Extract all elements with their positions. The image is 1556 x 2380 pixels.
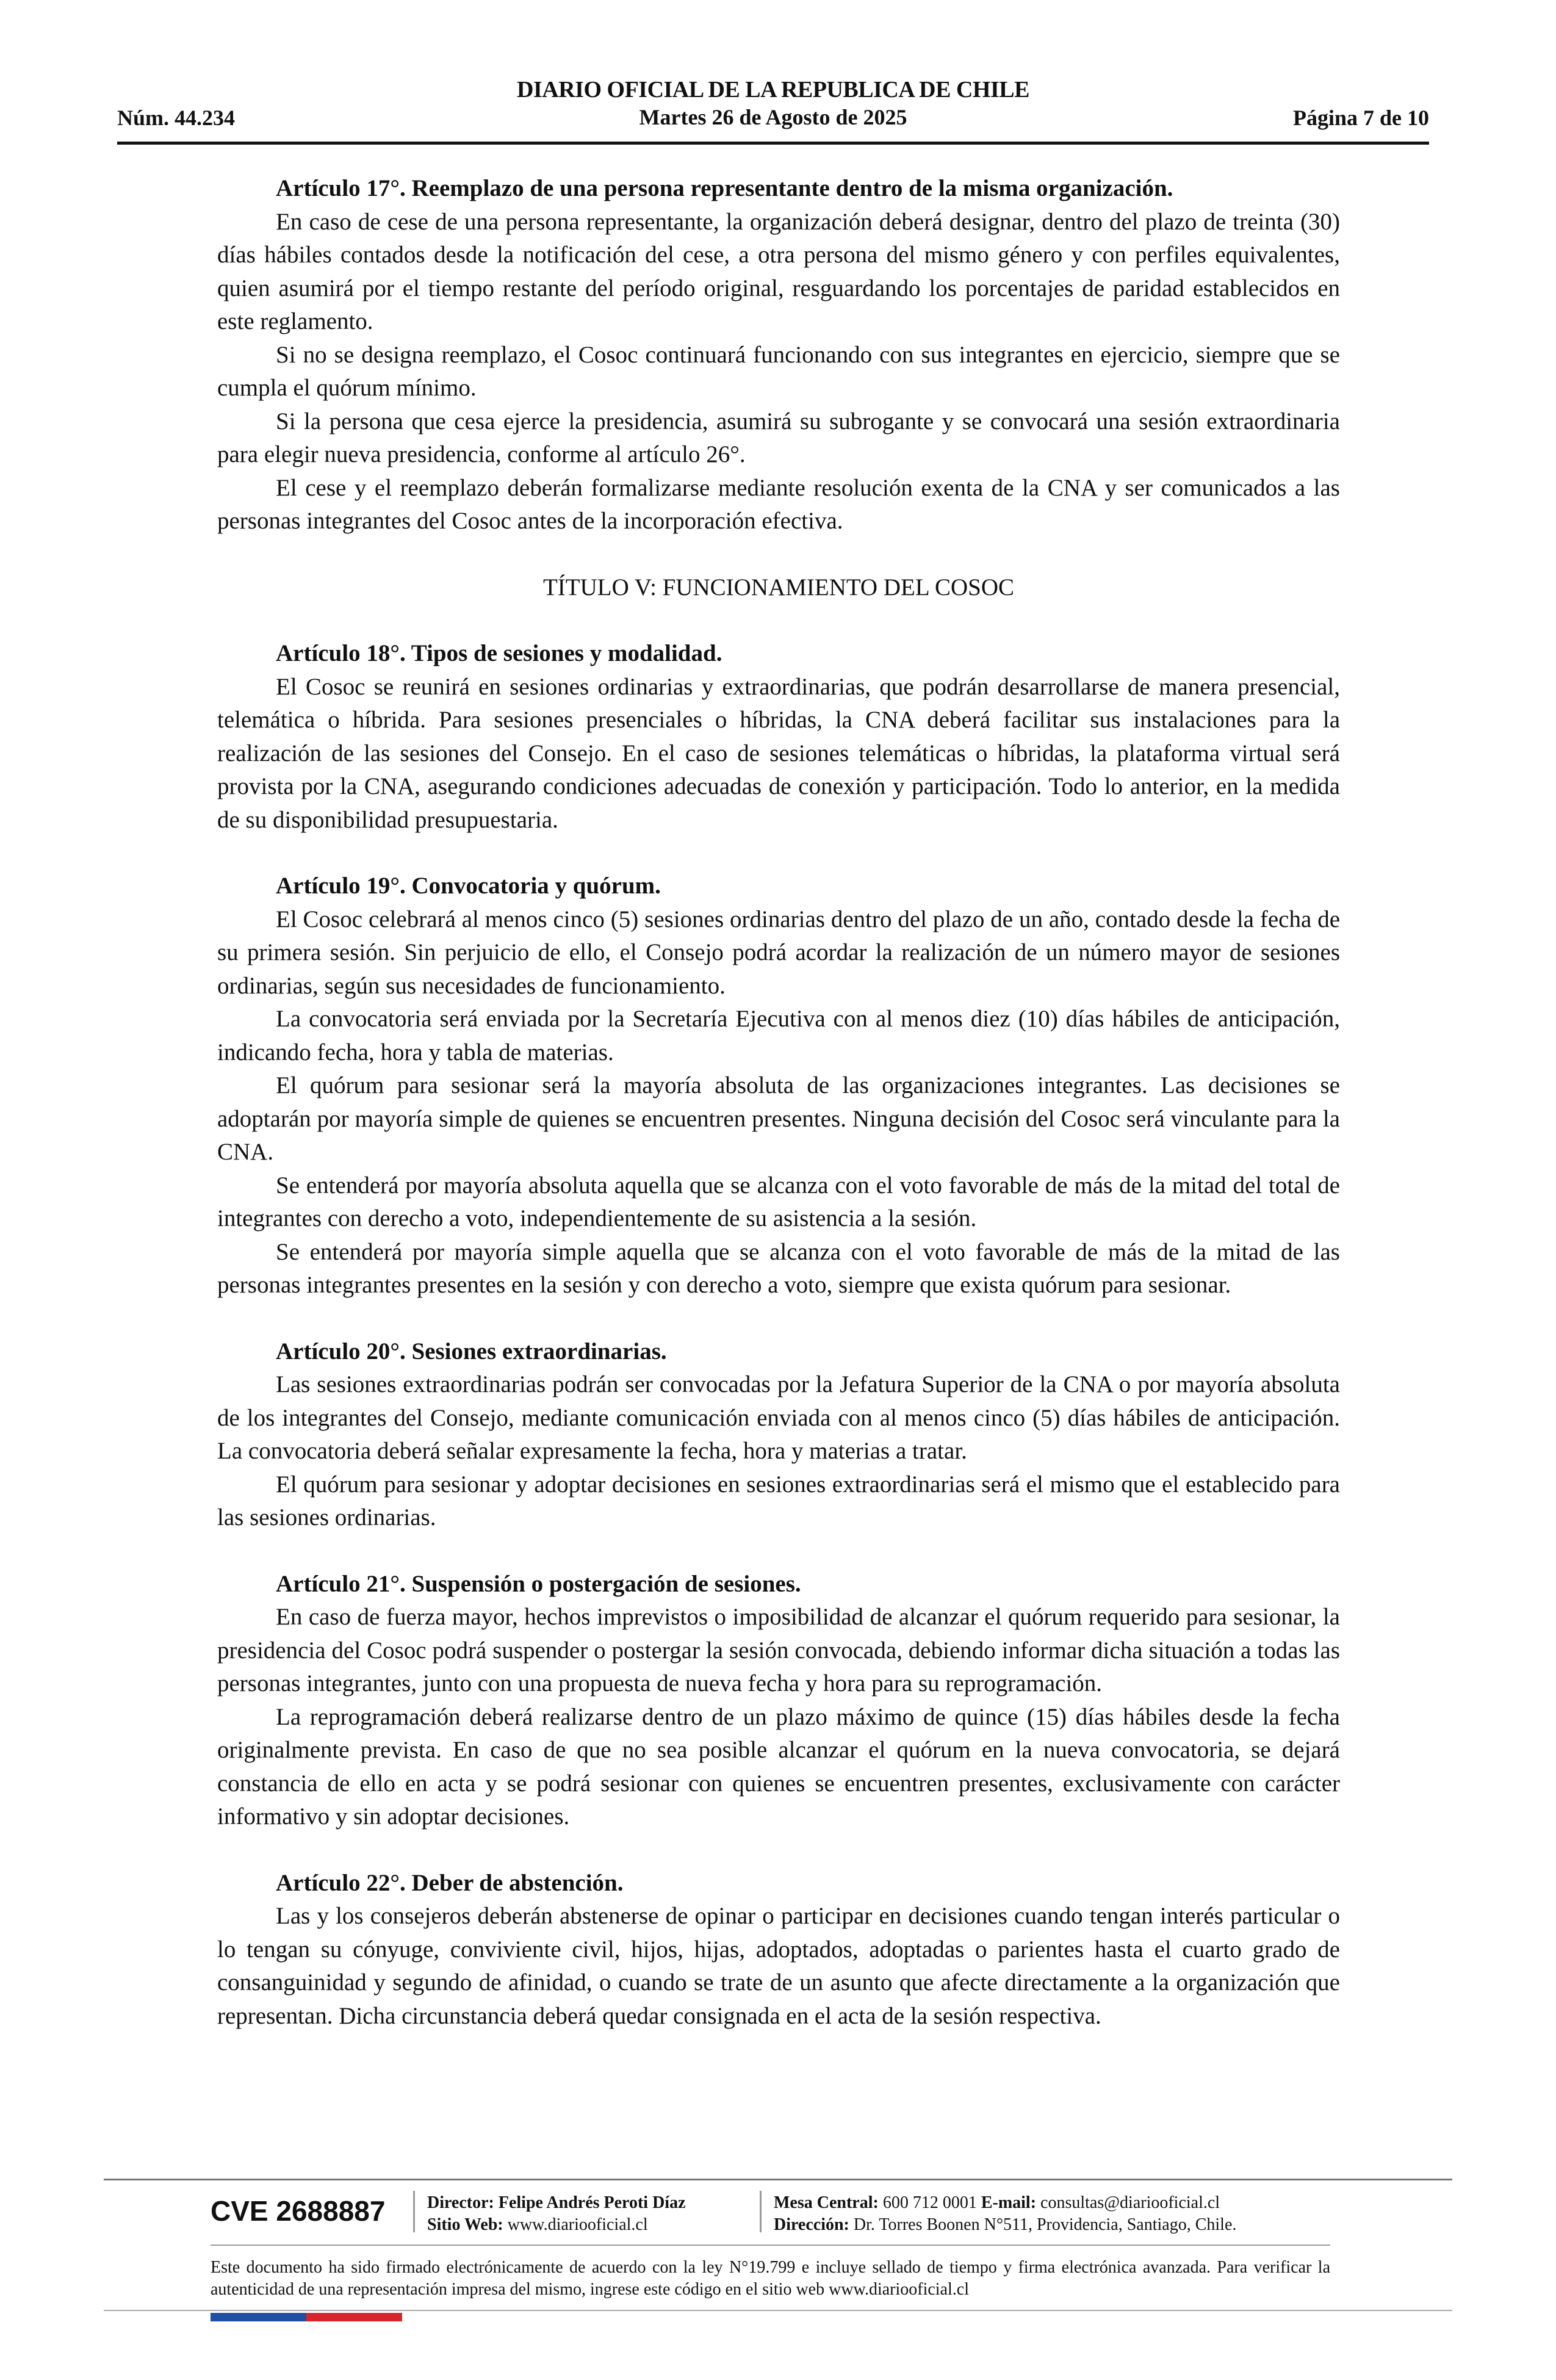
address-value: Dr. Torres Boonen N°511, Providencia, Santiago, Chile.: [853, 2215, 1237, 2234]
article-22-heading: Artículo 22°. Deber de abstención.: [276, 1869, 624, 1896]
article-18-heading: Artículo 18°. Tipos de sesiones y modalidad.: [276, 640, 722, 666]
article-17-paragraph-2: Si no se designa reemplazo, el Cosoc continuará funcionando con sus integrantes en ejercicio, siempre que se cumpla el quórum mínimo.: [217, 341, 1340, 401]
email-label: E-mail:: [981, 2193, 1037, 2212]
article-21-paragraph-1: En caso de fuerza mayor, hechos imprevistos o imposibilidad de alcanzar el quórum requerido para sesionar, la presidencia del Cosoc podrá suspender o postergar la sesión convocada, debiendo informar dicha situación a todas las personas integrantes, junto con una propuesta de nueva fecha y hora para su reprogramación.: [217, 1604, 1340, 1697]
publication-date: Martes 26 de Agosto de 2025: [639, 105, 907, 129]
article-21-heading: Artículo 21°. Suspensión o postergación de sesiones.: [276, 1570, 801, 1597]
header-center: [117, 76, 1429, 131]
article-17-heading: Artículo 17°. Reemplazo de una persona representante dentro de la misma organización.: [276, 175, 1173, 201]
article-19-paragraph-3: El quórum para sesionar será la mayoría absoluta de las organizaciones integrantes. Las decisiones se adoptarán por mayoría simple de quienes se encuentren presentes. Ninguna decisión del Cosoc será vinculante para la CNA.: [217, 1072, 1340, 1165]
article-17-paragraph-1: En caso de cese de una persona representante, la organización deberá designar, dentro del plazo de treinta (30) días hábiles contados desde la notificación del cese, a otra persona del mismo género y con perfiles equivalentes, quien asumirá por el tiempo restante del período original, resguardando los porcentajes de paridad establecidos en este reglamento.: [217, 208, 1340, 334]
article-19-paragraph-4: Se entenderá por mayoría absoluta aquella que se alcanza con el voto favorable de más de la mitad del total de integrantes con derecho a voto, independientemente de su asistencia a la sesión.: [217, 1172, 1340, 1231]
director-name: Felipe Andrés Peroti Díaz: [498, 2193, 686, 2212]
article-21-paragraph-2: La reprogramación deberá realizarse dentro de un plazo máximo de quince (15) días hábiles desde la fecha originalmente prevista. En caso de que no sea posible alcanzar el quórum en la nueva convocatoria, se dejará constancia de ello en acta y se podrá sesionar con quienes se encuentren presentes, exclusivamente con carácter informativo y sin adoptar decisiones.: [217, 1703, 1340, 1830]
header-rule: [117, 142, 1429, 145]
issue-number: Núm. 44.234: [117, 106, 236, 130]
spacer: [217, 1302, 1340, 1335]
document-body: [217, 172, 1340, 2033]
article-19-paragraph-5: Se entenderá por mayoría simple aquella que se alcanza con el voto favorable de más de la mitad de las personas integrantes presentes en la sesión y con derecho a voto, siempre que exista quórum para sesionar.: [217, 1238, 1340, 1298]
cve-code: CVE 2688887: [211, 2195, 386, 2227]
phone-number: 600 712 0001: [882, 2193, 977, 2212]
section-title: TÍTULO V: FUNCIONAMIENTO DEL COSOC: [542, 574, 1015, 600]
page-number: Página 7 de 10: [1292, 106, 1429, 130]
address-label: Dirección:: [774, 2215, 849, 2234]
article-20-paragraph-2: El quórum para sesionar y adoptar decisiones en sesiones extraordinarias será el mismo que el establecido para las sesiones ordinarias.: [217, 1471, 1340, 1531]
article-19-heading: Artículo 19°. Convocatoria y quórum.: [276, 873, 661, 899]
article-19-paragraph-2: La convocatoria será enviada por la Secretaría Ejecutiva con al menos diez (10) días hábiles de anticipación, indicando fecha, hora y tabla de materias.: [217, 1006, 1340, 1066]
spacer: [217, 604, 1340, 637]
article-17-paragraph-3: Si la persona que cesa ejerce la presidencia, asumirá su subrogante y se convocará una sesión extraordinaria para elegir nueva presidencia, conforme al artículo 26°.: [217, 408, 1340, 467]
director-label: Director:: [427, 2193, 494, 2212]
email-link[interactable]: consultas@diariooficial.cl: [1040, 2193, 1220, 2212]
footer-divider: [413, 2191, 415, 2232]
article-20-paragraph-1: Las sesiones extraordinarias podrán ser convocadas por la Jefatura Superior de la CNA o por mayoría absoluta de los integrantes del Consejo, mediante comunicación enviada con al menos cinco (5) días hábiles de anticipación. La convocatoria deberá señalar expresamente la fecha, hora y materias a tratar.: [217, 1371, 1340, 1464]
footer-contact-block: [774, 2192, 1236, 2236]
footer-rule: [211, 2245, 1330, 2246]
article-17-paragraph-4: El cese y el reemplazo deberán formalizarse mediante resolución exenta de la CNA y ser comunicados a las personas integrantes del Cosoc antes de la incorporación efectiva.: [217, 474, 1340, 534]
website-link[interactable]: www.diariooficial.cl: [507, 2215, 648, 2234]
spacer: [217, 538, 1340, 571]
footer-top-rule: [104, 2179, 1452, 2180]
footer-director-block: [427, 2192, 686, 2236]
article-18-paragraph-1: El Cosoc se reunirá en sesiones ordinarias y extraordinarias, que podrán desarrollarse de manera presencial, telemática o híbrida. Para sesiones presenciales o híbridas, la CNA deberá facilitar sus instalaciones para la realización de las sesiones del Consejo. En el caso de sesiones telemáticas o híbridas, la plataforma virtual será provista por la CNA, asegurando condiciones adecuadas de conexión y participación. Todo lo anterior, en la medida de su disponibilidad presupuestaria.: [217, 673, 1340, 833]
article-19-paragraph-1: El Cosoc celebrará al menos cinco (5) sesiones ordinarias dentro del plazo de un año, contado desde la fecha de su primera sesión. Sin perjuicio de ello, el Consejo podrá acordar la realización de un número mayor de sesiones ordinarias, según sus necesidades de funcionamiento.: [217, 906, 1340, 999]
flag-stripe-red: [306, 2313, 402, 2321]
footer-divider: [760, 2191, 762, 2232]
article-22-paragraph-1: Las y los consejeros deberán abstenerse de opinar o participar en decisiones cuando tengan interés particular o lo tengan su cónyuge, conviviente civil, hijos, hijas, adoptados, adoptadas o parientes hasta el cuarto grado de consanguinidad y segundo de afinidad, o cuando se trate de un asunto que afecte directamente a la organización que representan. Dicha circunstancia deberá quedar consignada en el acta de la sesión respectiva.: [217, 1903, 1340, 2029]
website-label: Sitio Web:: [427, 2215, 503, 2234]
article-20-heading: Artículo 20°. Sesiones extraordinarias.: [276, 1338, 667, 1365]
footer-bottom-rule: [104, 2310, 1452, 2311]
spacer: [217, 1834, 1340, 1867]
flag-stripe-blue: [211, 2313, 306, 2321]
phone-label: Mesa Central:: [774, 2193, 879, 2212]
spacer: [217, 1535, 1340, 1568]
publication-title: DIARIO OFICIAL DE LA REPUBLICA DE CHILE: [517, 77, 1029, 103]
page-header: [117, 73, 1429, 146]
signature-notice: Este documento ha sido firmado electrónicamente de acuerdo con la ley N°19.799 e incluye sellado de tiempo y firma electrónica avanzada. Para verificar la autenticidad de una representación impresa del mismo, ingrese este código en el sitio web www.diariooficial.cl: [211, 2258, 1330, 2299]
spacer: [217, 837, 1340, 870]
